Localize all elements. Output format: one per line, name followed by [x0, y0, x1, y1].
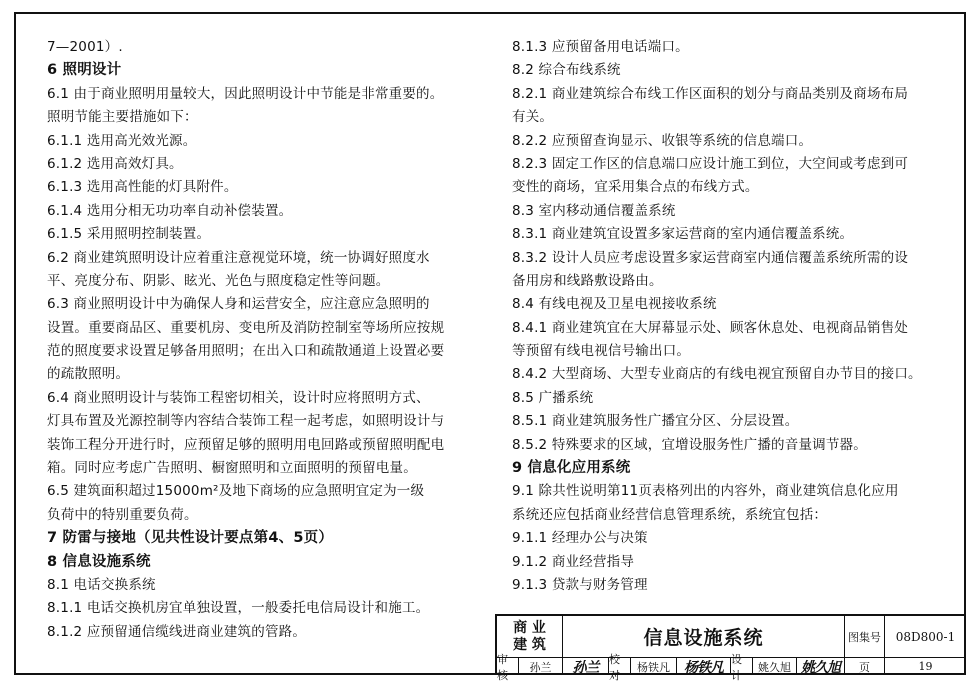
text-line: 8.5.2 特殊要求的区域，宜增设服务性广播的音量调节器。 — [512, 436, 867, 453]
right-column — [512, 36, 952, 597]
left-column — [47, 36, 467, 644]
section-heading: 8 信息设施系统 — [47, 553, 151, 570]
text-line: 6.1.3 选用高性能的灯具附件。 — [47, 179, 238, 196]
text-line: 8.5.1 商业建筑服务性广播宜分区、分层设置。 — [512, 413, 799, 430]
text-line: 备用房和线路敷设路由。 — [512, 272, 663, 289]
subsection-heading: 8.3 室内移动通信覆盖系统 — [512, 202, 676, 219]
design-name: 姚久旭 — [753, 658, 797, 675]
text-line: 8.1.3 应预留备用电话端口。 — [512, 39, 689, 55]
text-line: 6.1.1 选用高光效光源。 — [47, 132, 197, 149]
text-line: 负荷中的特别重要负荷。 — [47, 506, 198, 523]
text-line: 6.2 商业建筑照明设计应着重注意视觉环境，统一协调好照度水 — [47, 249, 430, 266]
text-line: 6.1.2 选用高效灯具。 — [47, 155, 183, 172]
text-line: 7—2001）. — [47, 39, 123, 55]
subsection-heading: 8.2 综合布线系统 — [512, 62, 621, 79]
drawing-title: 信息设施系统 — [563, 616, 845, 658]
page-label: 页 — [845, 658, 885, 675]
section-heading: 7 防雷与接地（见共性设计要点第4、5页） — [47, 530, 334, 547]
text-line: 9.1 除共性说明第11页表格列出的内容外，商业建筑信息化应用 — [512, 483, 899, 500]
text-line: 8.2.2 应预留查询显示、收银等系统的信息端口。 — [512, 132, 813, 149]
text-line: 9.1.3 贷款与财务管理 — [512, 576, 648, 593]
text-line: 设置。重要商品区、重要机房、变电所及消防控制室等场所应按规 — [47, 319, 445, 336]
text-line: 装饰工程分开进行时，应预留足够的照明用电回路或预留照明配电 — [47, 436, 445, 453]
page-number: 19 — [918, 660, 933, 673]
text-line: 8.2.3 固定工作区的信息端口应设计施工到位，大空间或考虑到可 — [512, 155, 909, 172]
text-line: 6.1.5 采用照明控制装置。 — [47, 226, 211, 243]
text-line: 6.1 由于商业照明用量较大，因此照明设计中节能是非常重要的。 — [47, 85, 444, 102]
text-line: 6.5 建筑面积超过15000m²及地下商场的应急照明宜定为一级 — [47, 483, 425, 500]
text-line: 6.3 商业照明设计中为确保人身和运营安全，应注意应急照明的 — [47, 296, 430, 313]
text-line: 8.1.1 电话交换机房宜单独设置，一般委托电信局设计和施工。 — [47, 600, 430, 617]
text-line: 照明节能主要措施如下： — [47, 109, 198, 126]
text-line: 平、亮度分布、阴影、眩光、光色与照度稳定性等问题。 — [47, 272, 390, 289]
check-signature: 杨铁凡 — [677, 658, 731, 675]
check-name: 杨铁凡 — [631, 658, 677, 675]
subsection-heading: 8.5 广播系统 — [512, 389, 594, 406]
review-name: 孙兰 — [519, 658, 563, 675]
review-signature: 孙兰 — [563, 658, 609, 675]
text-line: 系统还应包括商业经营信息管理系统，系统宜包括： — [512, 506, 828, 523]
text-line: 8.3.2 设计人员应考虑设置多家运营商室内通信覆盖系统所需的设 — [512, 249, 909, 266]
text-line: 箱。同时应考虑广告照明、橱窗照明和立面照明的预留电量。 — [47, 460, 417, 477]
set-label: 图集号 — [845, 616, 885, 658]
text-line: 6.4 商业照明设计与装饰工程密切相关，设计时应将照明方式、 — [47, 389, 430, 406]
text-line: 9.1.1 经理办公与决策 — [512, 530, 648, 547]
subsection-heading: 8.1 电话交换系统 — [47, 576, 156, 593]
review-label: 审核 — [497, 658, 519, 675]
signature-row — [497, 652, 966, 682]
category-line-2: 建 筑 — [513, 636, 546, 653]
text-line: 8.4.1 商业建筑宜在大屏幕显示处、顾客休息处、电视商品销售处 — [512, 319, 909, 336]
text-line: 的疏散照明。 — [47, 366, 130, 383]
text-line: 6.1.4 选用分相无功功率自动补偿装置。 — [47, 202, 293, 219]
text-line: 有关。 — [512, 109, 554, 126]
text-line: 8.2.1 商业建筑综合布线工作区面积的划分与商品类别及商场布局 — [512, 85, 909, 102]
text-line: 8.1.2 应预留通信缆线进商业建筑的管路。 — [47, 623, 307, 640]
check-label: 校对 — [609, 658, 631, 675]
text-line: 范的照度要求设置足够备用照明；在出入口和疏散通道上设置必要 — [47, 343, 445, 360]
text-line: 变性的商场，宜采用集合点的布线方式。 — [512, 179, 759, 196]
section-heading: 6 照明设计 — [47, 62, 122, 79]
category-line-1: 商 业 — [513, 619, 546, 636]
set-number: 08D800-1 — [885, 616, 966, 658]
text-line: 8.3.1 商业建筑宜设置多家运营商的室内通信覆盖系统。 — [512, 226, 854, 243]
subsection-heading: 8.4 有线电视及卫星电视接收系统 — [512, 296, 717, 313]
design-label: 设计 — [731, 658, 753, 675]
title-block — [495, 614, 966, 682]
text-line: 灯具布置及光源控制等内容结合装饰工程一起考虑，如照明设计与 — [47, 413, 445, 430]
text-line: 8.4.2 大型商场、大型专业商店的有线电视宜预留自办节目的接口。 — [512, 366, 922, 383]
text-line: 等预留有线电视信号输出口。 — [512, 343, 691, 360]
section-heading: 9 信息化应用系统 — [512, 460, 631, 477]
text-line: 9.1.2 商业经营指导 — [512, 553, 635, 570]
design-signature: 姚久旭 — [797, 658, 845, 675]
